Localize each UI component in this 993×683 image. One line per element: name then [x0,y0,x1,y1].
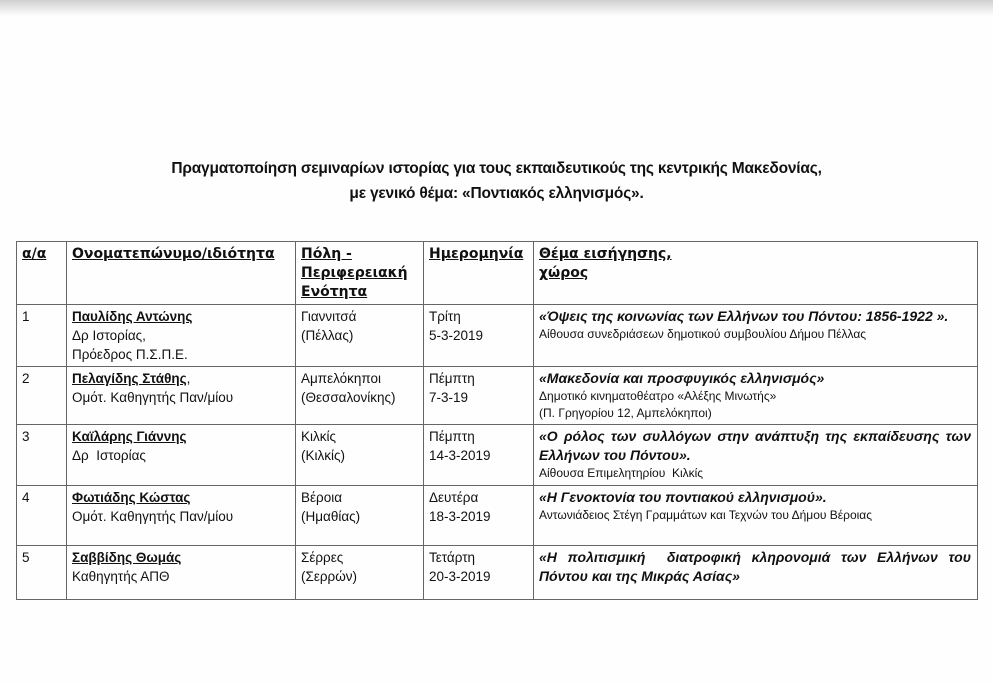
date-cell [424,367,534,425]
top-shadow [0,0,993,16]
header-city-line-2: Περιφερειακή [301,265,408,281]
speaker-role: Ομότ. Καθηγητής Παν/μίου [72,390,234,405]
speaker-name: Σαββίδης Θωμάς [72,550,182,565]
city: Αμπελόκηποι [301,371,382,386]
venue: Αίθουσα συνεδριάσεων δημοτικού συμβουλίου Δήμου Πέλλας [539,327,867,341]
city: Κιλκίς [301,429,337,444]
weekday: Πέμπτη [429,371,475,386]
topic-title: «Ο ρόλος των συλλόγων στην ανάπτυξη της εκπαίδευσης των Ελλήνων του Πόντου». [539,428,971,463]
weekday: Δευτέρα [429,490,479,505]
topic-cell [534,486,978,546]
location-cell [296,367,424,425]
header-city-line-1: Πόλη - [301,246,352,262]
speaker-cell [67,305,296,367]
location-cell [296,305,424,367]
topic-title: «Όψεις της κοινωνίας των Ελλήνων του Πόντου: 1856-1922 ». [539,308,949,324]
date-cell [424,305,534,367]
date: 20-3-2019 [429,569,491,584]
region: (Κιλκίς) [301,448,346,463]
region: (Πέλλας) [301,328,354,343]
weekday: Τετάρτη [429,550,476,565]
date: 18-3-2019 [429,509,491,524]
topic-cell [534,305,978,367]
topic-cell [534,546,978,600]
speaker-role: Καθηγητής ΑΠΘ [72,569,170,584]
topic-cell [534,367,978,425]
topic-title: «Η Γενοκτονία του ποντιακού ελληνισμού». [539,489,827,505]
venue-address: (Π. Γρηγορίου 12, Αμπελόκηποι) [539,406,712,420]
header-aa: α/α [17,242,67,305]
region: (Ημαθίας) [301,509,361,524]
header-topic-line-1: Θέμα εισήγησης, [539,246,672,262]
speaker-role: Δρ Ιστορίας [72,448,146,463]
row-number: 3 [17,425,67,486]
speaker-cell [67,486,296,546]
venue: Δημοτικό κινηματοθέατρο «Αλέξης Μινωτής» [539,389,777,403]
header-date: Ημερομηνία [424,242,534,305]
speaker-cell [67,367,296,425]
date-cell [424,546,534,600]
date: 7-3-19 [429,390,469,405]
speaker-role: Πρόεδρος Π.Σ.Π.Ε. [72,347,188,362]
venue: Αντωνιάδειος Στέγη Γραμμάτων και Τεχνών του Δήμου Βέροιας [539,508,872,522]
table-row [17,425,978,486]
topic-cell [534,425,978,486]
header-topic-line-2: χώρος [539,265,589,281]
speaker-name: Πελαγίδης Στάθης [72,371,187,386]
topic-title: «Μακεδονία και προσφυγικός ελληνισμός» [539,370,825,386]
topic-title: «Η πολιτισμική διατροφική κληρονομιά των Ελλήνων του Πόντου και της Μικράς Ασίας» [539,549,975,584]
row-number: 4 [17,486,67,546]
speaker-cell [67,425,296,486]
venue: Αίθουσα Επιμελητηρίου Κιλκίς [539,466,704,480]
date: 14-3-2019 [429,448,491,463]
table-row [17,486,978,546]
seminars-table [16,241,978,600]
city: Βέροια [301,490,343,505]
title-line-1: Πραγματοποίηση σεμιναρίων ιστορίας για τους εκπαιδευτικούς της κεντρικής Μακεδονίας, [171,160,822,177]
row-number: 1 [17,305,67,367]
date-cell [424,425,534,486]
header-city [296,242,424,305]
date-cell [424,486,534,546]
header-topic [534,242,978,305]
table-row [17,546,978,600]
header-city-line-3: Ενότητα [301,284,368,300]
title-line-2: με γενικό θέμα: «Ποντιακός ελληνισμός». [349,185,644,202]
row-number: 2 [17,367,67,425]
header-name: Ονοματεπώνυμο/ιδιότητα [67,242,296,305]
city: Γιαννιτσά [301,309,357,324]
table-header-row [17,242,978,305]
weekday: Τρίτη [429,309,461,324]
table-row [17,367,978,425]
speaker-role: Δρ Ιστορίας, [72,328,146,343]
region: (Θεσσαλονίκης) [301,390,396,405]
speaker-name: Παυλίδης Αντώνης [72,309,193,324]
speaker-name: Φωτιάδης Κώστας [72,490,191,505]
document-title [0,156,993,206]
row-number: 5 [17,546,67,600]
speaker-name: Καϊλάρης Γιάννης [72,429,187,444]
speaker-cell [67,546,296,600]
region: (Σερρών) [301,569,358,584]
weekday: Πέμπτη [429,429,475,444]
date: 5-3-2019 [429,328,484,343]
location-cell [296,425,424,486]
location-cell [296,546,424,600]
speaker-role: Ομότ. Καθηγητής Παν/μίου [72,509,234,524]
table-row [17,305,978,367]
name-suffix: , [186,371,191,386]
city: Σέρρες [301,550,344,565]
location-cell [296,486,424,546]
